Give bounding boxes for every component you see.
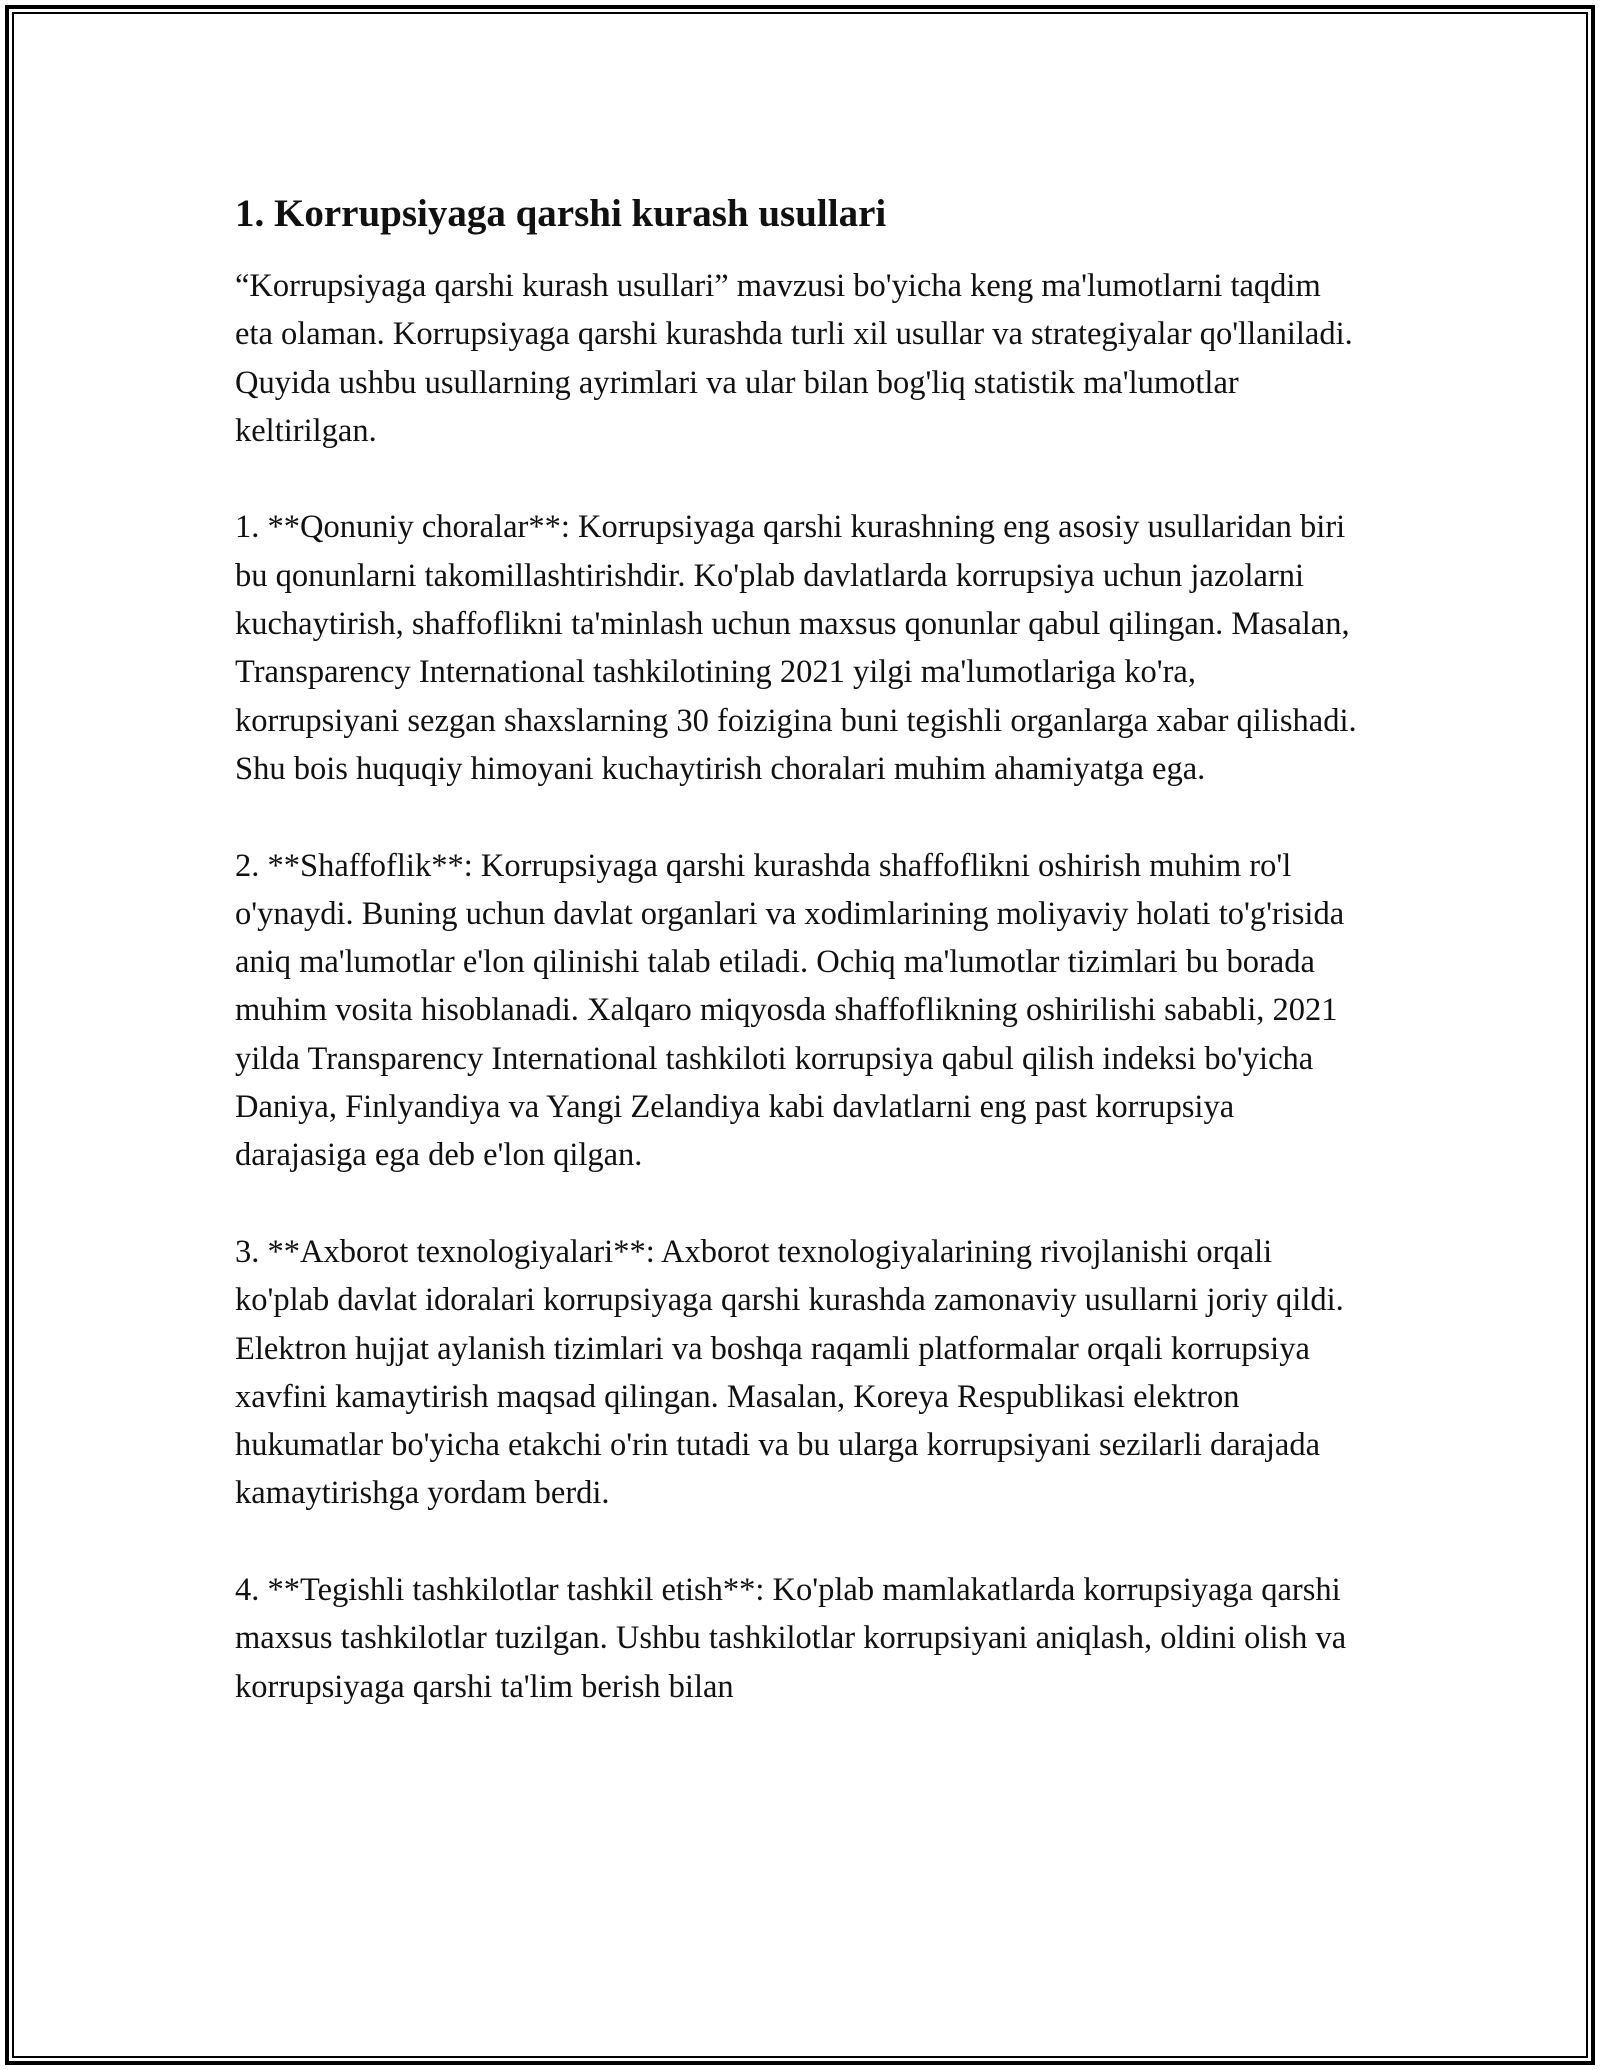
paragraph-transparency: 2. **Shaffoflik**: Korrupsiyaga qarshi kurashda shaffoflikni oshirish muhim ro'l o'ynaydi. Buning uchun davlat organlari va xodimlarining moliyaviy holati to'g'risida aniq ma'lumotlar e'lon qilinishi talab etiladi. Ochiq ma'lumotlar tizimlari bu borada muhim vosita hisoblanadi. Xalqaro miqyosda shaffoflikning oshirilishi sababli, 2021 yilda Transparency International tashkiloti korrupsiya qabul qilish indeksi bo'yicha Daniya, Finlyandiya va Yangi Zelandiya kabi davlatlarni eng past korrupsiya darajasiga ega deb e'lon qilgan. (235, 847, 1345, 1174)
document-body (235, 186, 1365, 1759)
paragraph-information-technology: 3. **Axborot texnologiyalari**: Axborot texnologiyalarining rivojlanishi orqali ko'plab davlat idoralari korrupsiyaga qarshi kurashda zamonaviy usullarni joriy qildi. Elektron hujjat aylanish tizimlari va boshqa raqamli platformalar orqali korrupsiya xavfini kamaytirish maqsad qilingan. Masalan, Koreya Respublikasi elektron hukumatlar bo'yicha etakchi o'rin tutadi va bu ularga korrupsiyani sezilarli darajada kamaytirishga yordam berdi. (235, 1233, 1344, 1512)
page-title: 1. Korrupsiyaga qarshi kurash usullari (235, 192, 887, 235)
paragraph-organizations: 4. **Tegishli tashkilotlar tashkil etish**: Ko'plab mamlakatlarda korrupsiyaga qarshi maxsus tashkilotlar tuzilgan. Ushbu tashkilotlar korrupsiyani aniqlash, oldini olish va korrupsiyaga qarshi ta'lim berish bilan (235, 1572, 1347, 1705)
paragraph-legal-measures: 1. **Qonuniy choralar**: Korrupsiyaga qarshi kurashning eng asosiy usullaridan biri bu qonunlarni takomillashtirishdir. Ko'plab davlatlarda korrupsiya uchun jazolarni kuchaytirish, shaffoflikni ta'minlash uchun maxsus qonunlar qabul qilingan. Masalan, Transparency International tashkilotining 2021 yilgi ma'lumotlariga ko'ra, korrupsiyani sezgan shaxslarning 30 foizigina buni tegishli organlarga xabar qilishadi. Shu bois huquqiy himoyani kuchaytirish choralari muhim ahamiyatga ega. (235, 509, 1357, 787)
intro-paragraph: “Korrupsiyaga qarshi kurash usullari” mavzusi bo'yicha keng ma'lumotlarni taqdim eta olaman. Korrupsiyaga qarshi kurashda turli xil usullar va strategiyalar qo'llaniladi. Quyida ushbu usullarning ayrimlari va ular bilan bog'liq statistik ma'lumotlar keltirilgan. (235, 268, 1353, 449)
